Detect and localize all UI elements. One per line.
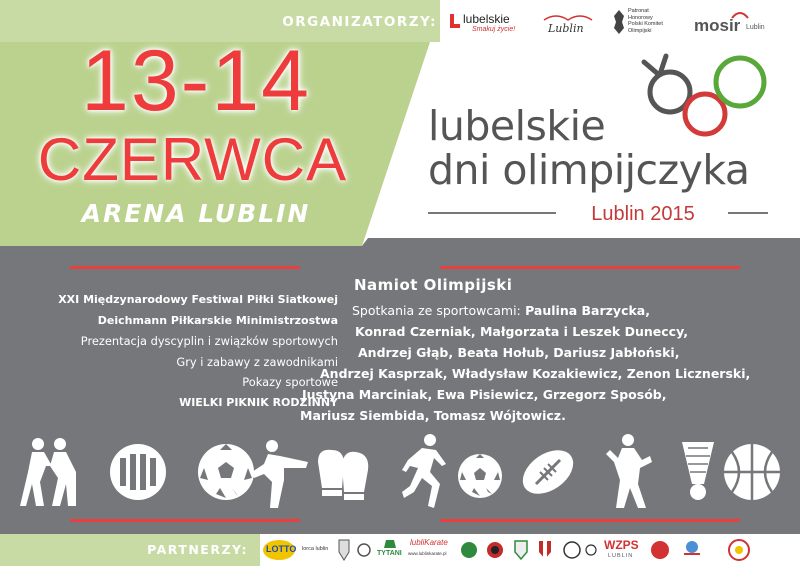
event-month: CZERWCA	[37, 126, 348, 193]
lorca-lublin-logo-text: lorca lublin	[302, 546, 329, 552]
partner-10-logo	[536, 538, 554, 562]
lotto-logo	[262, 538, 296, 562]
soccer-ball-icon	[450, 432, 510, 512]
lubelskie-logo	[450, 8, 528, 40]
event-title	[428, 104, 778, 192]
pkol-line-4: Olimpijski	[628, 27, 652, 34]
tytani-logo-text: TYTANI	[377, 550, 402, 557]
rugby-ball-icon	[518, 432, 578, 512]
red-stripe	[70, 266, 300, 269]
organizers-label: ORGANIZATORZY:	[282, 14, 437, 30]
program-item: Prezentacja dyscyplin i związków sportowych	[80, 334, 338, 348]
partner-4-logo	[356, 538, 372, 562]
partner-8-logo	[486, 538, 504, 562]
athletes-line-4: Andrzej Kasprzak, Władysław Kozakiewicz, Zenon Licznerski,	[320, 366, 751, 381]
red-stripe	[440, 519, 740, 522]
lubelskie-logo-text: lubelskie	[463, 12, 510, 26]
partner-14-logo	[650, 538, 670, 562]
lublin-city-logo	[536, 8, 602, 40]
program-item: WIELKI PIKNIK RODZINNY	[179, 395, 338, 409]
lublin-karate-logo-sub: www.lublinkarate.pl	[408, 551, 447, 556]
partner-3-logo	[336, 538, 352, 562]
wrestling-icon	[18, 432, 78, 512]
lorca-lublin-logo	[302, 538, 332, 562]
lublin-karate-logo-text: lubliKarate	[410, 538, 448, 547]
mosir-lublin-logo	[694, 8, 774, 40]
partner-7-logo	[460, 538, 478, 562]
athletes-line-2: Konrad Czerniak, Małgorzata i Leszek Duneccy,	[355, 324, 688, 339]
red-stripe	[70, 519, 300, 522]
karate-kick-icon	[250, 432, 310, 512]
wzps-lublin-logo	[604, 538, 644, 562]
athletes-line-3: Andrzej Głąb, Beata Hołub, Dariusz Jabłoński,	[358, 345, 680, 360]
wzps-logo-sub: LUBLIN	[608, 553, 634, 559]
athletes-line-1	[352, 303, 650, 318]
athletes-line-6: Mariusz Siembida, Tomasz Wójtowicz.	[300, 408, 566, 423]
athletes-lead: Spotkania ze sportowcami:	[352, 303, 521, 318]
football-icon	[196, 432, 256, 512]
lubelskie-logo-tagline: Smakuj życie!	[472, 26, 516, 33]
partner-9-logo	[512, 538, 530, 562]
pkol-emblem-icon	[612, 8, 626, 36]
shuttlecock-icon	[668, 432, 728, 512]
program-item: XXI Międzynarodowy Festiwal Piłki Siatkowej	[58, 293, 338, 306]
tytani-logo	[376, 538, 404, 562]
program-item: Gry i zabawy z zawodnikami	[176, 354, 338, 369]
partners-label: PARTNERZY:	[147, 542, 248, 557]
athletes-line-5: Justyna Marciniak, Ewa Pisiewicz, Grzegorz Sposób,	[302, 387, 667, 402]
event-title-line1: lubelskie	[428, 102, 606, 150]
partner-15-logo	[678, 538, 706, 562]
event-rule-left	[428, 212, 556, 214]
lubelskie-mark-icon	[450, 14, 460, 28]
event-city-year: Lublin 2015	[591, 203, 695, 225]
event-title-line2: dni olimpijczyka	[428, 146, 750, 194]
partner-16-logo	[724, 538, 754, 562]
lublin-city-logo-text: Lublin	[548, 22, 584, 35]
pkol-line-2: Honorowy	[628, 14, 653, 21]
organizer-logos	[450, 8, 795, 40]
boxing-gloves-icon	[314, 432, 374, 512]
polish-olympic-committee-logo	[612, 8, 682, 40]
event-dates: 13-14	[81, 33, 311, 129]
mosir-logo-sub: Lublin	[746, 24, 765, 31]
red-stripe	[440, 266, 740, 269]
athletes-names: Paulina Barzycka,	[525, 303, 650, 318]
basketball-icon	[722, 432, 782, 512]
program-item: Deichmann Piłkarskie Minimistrzostwa	[97, 313, 338, 327]
sports-icons-row	[18, 432, 782, 512]
pkol-line-3: Polski Komitet	[628, 21, 663, 28]
runner-icon	[396, 432, 456, 512]
lublin-karate-logo	[408, 538, 454, 562]
wzps-logo-text: WZPS	[604, 538, 639, 552]
partner-12-logo	[584, 538, 598, 562]
partner-11-logo	[562, 538, 582, 562]
pkol-line-1: Patronat	[628, 8, 649, 14]
lotto-logo-text: LOTTO	[266, 544, 297, 554]
karate-icon	[598, 432, 658, 512]
olympic-tent-title: Namiot Olimpijski	[354, 276, 513, 294]
handball-icon	[108, 432, 168, 512]
pkol-logo-text	[628, 8, 663, 34]
program-item: Pokazy sportowe	[242, 375, 338, 389]
mosir-logo-text: mosir	[694, 16, 741, 35]
event-venue: ARENA LUBLIN	[81, 199, 311, 228]
event-rule-right	[728, 212, 768, 214]
program-list	[0, 290, 338, 413]
